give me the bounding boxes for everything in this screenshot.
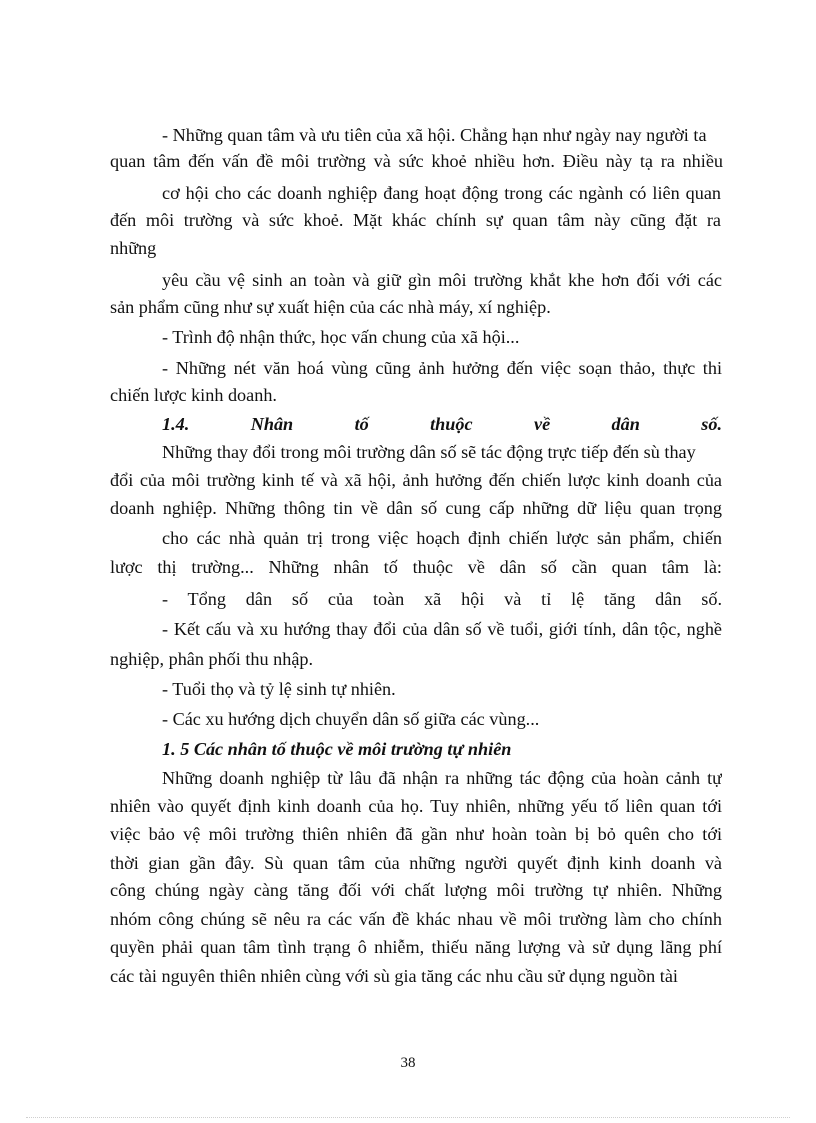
paragraph-line: thời gian gần đây. Sù quan tâm của những người quyết định kinh doanh và — [110, 853, 722, 873]
page-bottom-divider — [26, 1117, 790, 1118]
paragraph-line: công chúng ngày càng tăng đối với chất lượng môi trường tự nhiên. Những — [110, 880, 722, 900]
paragraph-line: cho các nhà quản trị trong việc hoạch định chiến lược sản phẩm, chiến — [162, 528, 722, 548]
paragraph-line: - Các xu hướng dịch chuyển dân số giữa các vùng... — [162, 709, 540, 729]
paragraph-line: quyền phải quan tâm tình trạng ô nhiễm, thiếu năng lượng và sử dụng lãng phí — [110, 937, 722, 957]
paragraph-line: - Những quan tâm và ưu tiên của xã hội. Chẳng hạn như ngày nay người ta — [162, 125, 707, 145]
paragraph-line: quan tâm đến vấn đề môi trường và sức khoẻ nhiều hơn. Điều này tạ ra nhiều — [110, 151, 723, 171]
paragraph-line: những — [110, 238, 157, 258]
paragraph-line: Những doanh nghiệp từ lâu đã nhận ra những tác động của hoàn cảnh tự — [162, 768, 722, 788]
paragraph-line: yêu cầu vệ sinh an toàn và giữ gìn môi trường khắt khe hơn đối với các — [162, 270, 722, 290]
paragraph-line: sản phẩm cũng như sự xuất hiện của các nhà máy, xí nghiệp. — [110, 297, 551, 317]
paragraph-line: Những thay đổi trong môi trường dân số sẽ tác động trực tiếp đến sù thay — [162, 442, 696, 462]
paragraph-line: đổi của môi trường kinh tế và xã hội, ảnh hưởng đến chiến lược kinh doanh của — [110, 470, 722, 490]
paragraph-line: nghiệp, phân phối thu nhập. — [110, 649, 314, 669]
paragraph-line: - Kết cấu và xu hướng thay đổi của dân số về tuổi, giới tính, dân tộc, nghề — [162, 619, 722, 639]
paragraph-line: đến môi trường và sức khoẻ. Mặt khác chính sự quan tâm này cũng đặt ra — [110, 210, 721, 230]
section-heading-1-5: 1. 5 Các nhân tố thuộc về môi trường tự nhiên — [162, 739, 512, 759]
page-number: 38 — [400, 1055, 416, 1071]
paragraph-line: doanh nghiệp. Những thông tin về dân số cung cấp những dữ liệu quan trọng — [110, 498, 722, 518]
paragraph-line: nhóm công chúng sẽ nêu ra các vấn đề khác nhau về môi trường làm cho chính — [110, 909, 722, 929]
paragraph-line: chiến lược kinh doanh. — [110, 385, 277, 405]
paragraph-line: - Trình độ nhận thức, học vấn chung của xã hội... — [162, 327, 520, 347]
paragraph-line: - Những nét văn hoá vùng cũng ảnh hưởng đến việc soạn thảo, thực thi — [162, 358, 722, 378]
paragraph-line: cơ hội cho các doanh nghiệp đang hoạt động trong các ngành có liên quan — [162, 183, 721, 203]
paragraph-line: - Tổng dân số của toàn xã hội và tỉ lệ tăng dân số. — [162, 589, 722, 609]
paragraph-line: - Tuổi thọ và tỷ lệ sinh tự nhiên. — [162, 679, 396, 699]
paragraph-line: lược thị trường... Những nhân tố thuộc về dân số cần quan tâm là: — [110, 557, 722, 577]
paragraph-line: nhiên vào quyết định kinh doanh của họ. Tuy nhiên, những yếu tố liên quan tới — [110, 796, 722, 816]
paragraph-line: các tài nguyên thiên nhiên cùng với sù gia tăng các nhu cầu sử dụng nguồn tài — [110, 966, 678, 986]
paragraph-line: việc bảo vệ môi trường thiên nhiên đã gần như hoàn toàn bị bỏ quên cho tới — [110, 824, 722, 844]
section-heading-1-4: 1.4. Nhân tố thuộc về dân số. — [162, 414, 722, 434]
